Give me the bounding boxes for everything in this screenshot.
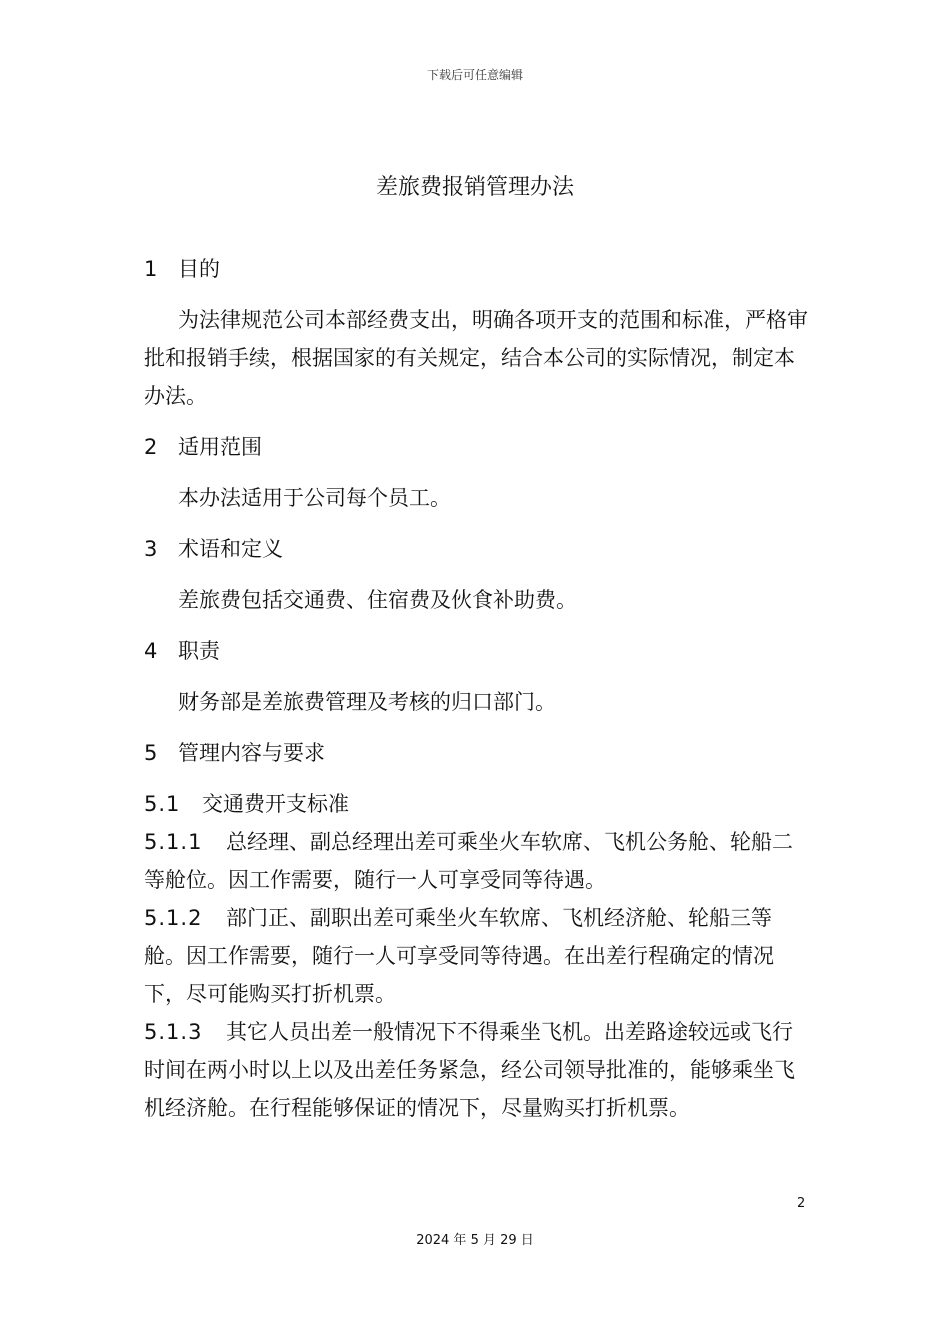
- document-title: 差旅费报销管理办法: [375, 175, 574, 200]
- section-number: 2: [144, 435, 158, 459]
- header-note: 下载后可任意编辑: [426, 68, 523, 82]
- section-body-2: 本办法适用于公司每个员工。: [178, 486, 451, 510]
- section-title: 适用范围: [178, 435, 262, 459]
- section-title: 管理内容与要求: [178, 741, 325, 765]
- section-title: 职责: [178, 639, 220, 663]
- subsection-title: 交通费开支标准: [202, 792, 349, 816]
- section-heading-4: [144, 632, 812, 670]
- clause-5-1-2: [144, 899, 812, 1013]
- section-number: 4: [144, 639, 158, 663]
- section-body-3: 差旅费包括交通费、住宿费及伙食补助费。: [178, 588, 577, 612]
- footer-date: 2024 年 5 月 29 日: [416, 1233, 534, 1248]
- clause-number: 5.1.2: [144, 906, 203, 930]
- clause-5-1-3: [144, 1013, 812, 1127]
- clause-5-1-1: [144, 823, 812, 899]
- section-heading-2: [144, 428, 812, 466]
- section-body-1: 为法律规范公司本部经费支出，明确各项开支的范围和标准，严格审批和报销手续，根据国家的有关规定，结合本公司的实际情况，制定本办法。: [144, 308, 808, 408]
- section-title: 目的: [178, 257, 220, 281]
- section-heading-1: [144, 250, 812, 288]
- page-number: 2: [797, 1196, 806, 1211]
- section-number: 1: [144, 257, 158, 281]
- clause-text: 其它人员出差一般情况下不得乘坐飞机。出差路途较远或飞行时间在两小时以上以及出差任务紧急，经公司领导批准的，能够乘坐飞机经济舱。在行程能够保证的情况下，尽量购买打折机票。: [144, 1020, 795, 1120]
- section-title: 术语和定义: [178, 537, 283, 561]
- section-number: 3: [144, 537, 158, 561]
- clause-text: 总经理、副总经理出差可乘坐火车软席、飞机公务舱、轮船二等舱位。因工作需要，随行一人可享受同等待遇。: [144, 830, 793, 892]
- section-body-4: 财务部是差旅费管理及考核的归口部门。: [178, 690, 556, 714]
- section-number: 5: [144, 741, 158, 765]
- clause-number: 5.1.1: [144, 830, 203, 854]
- subsection-heading: [144, 785, 812, 823]
- subsection-number: 5.1: [144, 792, 181, 816]
- clause-text: 部门正、副职出差可乘坐火车软席、飞机经济舱、轮船三等舱。因工作需要，随行一人可享受同等待遇。在出差行程确定的情况下，尽可能购买打折机票。: [144, 906, 774, 1006]
- section-heading-3: [144, 530, 812, 568]
- clause-number: 5.1.3: [144, 1020, 203, 1044]
- section-heading-5: [144, 734, 812, 772]
- document-body: [144, 250, 812, 1127]
